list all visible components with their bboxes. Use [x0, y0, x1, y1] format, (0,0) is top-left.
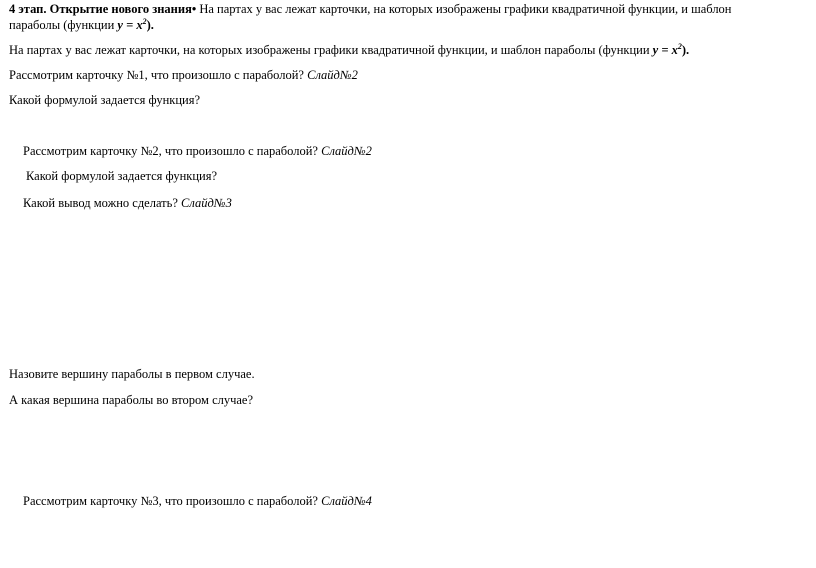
formula: $y = x^2$ — [117, 16, 147, 32]
conclusion-text: Какой вывод можно сделать? — [23, 196, 182, 210]
card1-paragraph — [9, 67, 358, 83]
stage-heading-line — [9, 1, 732, 17]
intro-formula-close: ). — [681, 43, 690, 57]
intro-paragraph — [9, 42, 689, 58]
card1-text: Рассмотрим карточку №1, что произошло с параболой? — [9, 68, 308, 82]
bullet-icon: • — [191, 2, 197, 16]
question-vertex-1: Назовите вершину параболы в первом случае. — [9, 367, 255, 381]
intro-text: На партах у вас лежат карточки, на которых изображены графики квадратичной функции, и шаблон параболы (функции — [9, 43, 653, 57]
stage-text-2: параболы (функции — [9, 18, 118, 32]
card2-text: Рассмотрим карточку №2, что произошло с параболой? — [23, 144, 322, 158]
card3-paragraph — [23, 493, 372, 509]
card2-slide: Слайд№2 — [321, 144, 372, 158]
conclusion-slide: Слайд№3 — [181, 196, 232, 210]
stage-title: 4 этап. Открытие нового знания — [9, 2, 192, 16]
question-formula-2: Какой формулой задается функция? — [26, 169, 218, 183]
card1-slide: Слайд№2 — [307, 68, 358, 82]
question-formula-1: Какой формулой задается функция? — [9, 93, 201, 107]
card3-text: Рассмотрим карточку №3, что произошло с параболой? — [23, 494, 322, 508]
question-vertex-2: А какая вершина параболы во втором случае? — [9, 393, 254, 407]
intro-formula: $y = x^2$ — [652, 41, 682, 57]
stage-text: На партах у вас лежат карточки, на которых изображены графики квадратичной функции, и шаблон — [196, 2, 732, 16]
conclusion-paragraph — [23, 195, 232, 211]
formula-close: ). — [146, 18, 154, 32]
stage-heading-line-2 — [9, 17, 154, 33]
card3-slide: Слайд№4 — [321, 494, 372, 508]
card2-paragraph — [23, 143, 372, 159]
